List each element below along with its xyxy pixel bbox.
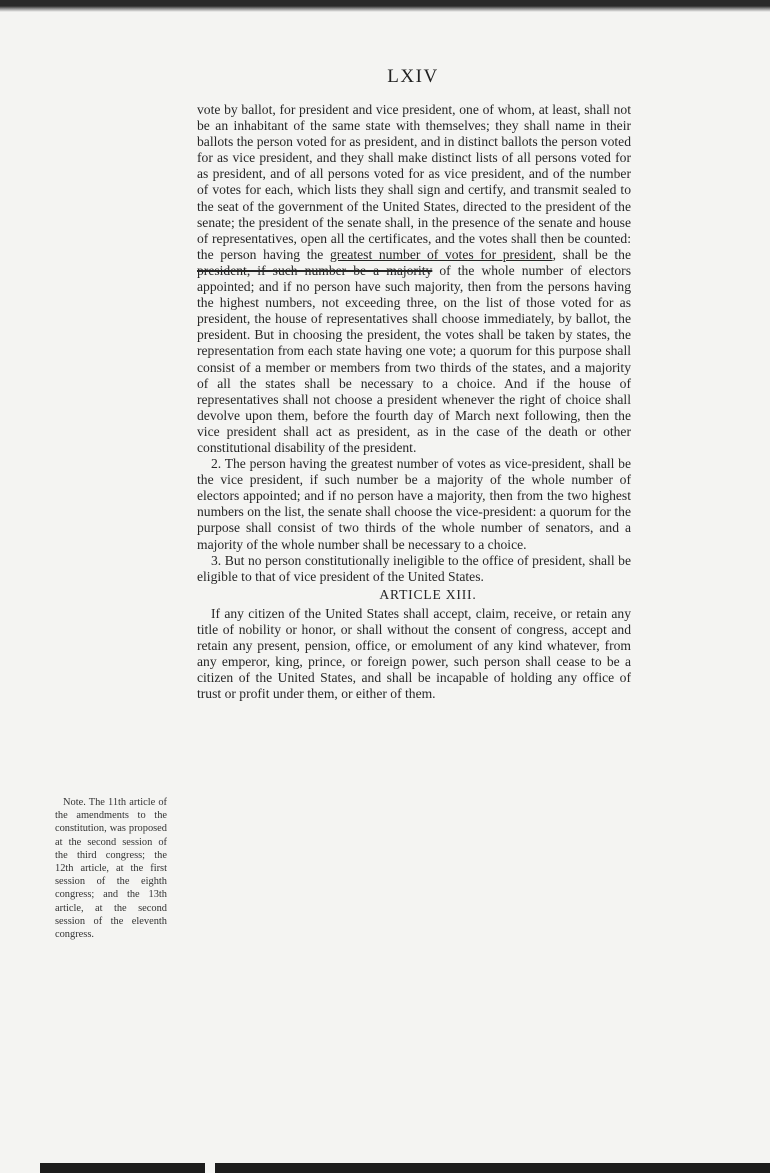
document-body (197, 102, 631, 702)
page-number: LXIV (387, 66, 439, 87)
paragraph-election-procedure (197, 102, 631, 456)
paragraph-titles-of-nobility: If any citizen of the United States shall accept, claim, receive, or retain any title of nobility or honor, or shall without the consent of congress, accept and retain any present, pension, office, or emolument of any kind whatever, from any emperor, king, prince, or foreign power, such person shall cease to be a citizen of the United States, and shall be incapable of holding any office of trust or profit under them, or either of them. (197, 605, 631, 702)
page-bottom-gap (205, 1163, 215, 1173)
underlined-text: greatest number of votes for president (329, 246, 553, 262)
article-heading: ARTICLE XIII. (379, 586, 477, 602)
page-bottom-edge (40, 1163, 770, 1173)
paragraph-vice-president: 2. The person having the greatest number of votes as vice-president, shall be the vice president, if such number be a majority of the whole number of electors appointed; and if no person have a majority, then from the two highest numbers on the list, the senate shall choose the vice-president: a quorum for the purpose shall consist of two thirds of the whole number of senators, and a majority of the whole number shall be necessary to a choice. (197, 456, 631, 552)
paragraph-text: , shall be the (552, 246, 631, 262)
paragraph-eligibility: 3. But no person constitutionally ineligible to the office of president, shall be eligible to that of vice president of the United States. (197, 552, 631, 584)
struck-through-text: president, if such number be a majority (197, 262, 433, 278)
margin-note: Note. The 11th article of the amendments to the constitution, was proposed at the second session of the third congress; the 12th article, at the first session of the eighth congress; and the 13th article, at the second session of the eleventh congress. (55, 797, 167, 941)
page-header (0, 66, 770, 88)
paragraph-text: vote by ballot, for president and vice president, one of whom, at least, shall not be an inhabitant of the same state with themselves; they shall name in their ballots the person voted for as president, and in distinct ballots the person voted for as vice president, and they shall make distinct lists of all persons voted for as president, and of all persons voted for as vice president, and of the number of votes for each, which lists they shall sign and certify, and transmit sealed to the seat of the government of the United States, directed to the president of the senate; the president of the senate shall, in the presence of the senate and house of representatives, open all the certificates, and the votes shall then be counted: the person having the (197, 102, 631, 262)
paragraph-text: of the whole number of electors appointed; and if no person have such majority, then from the persons having the highest numbers, not exceeding three, on the list of those voted for as president, the house of representatives shall choose immediately, by ballot, the president. But in choosing the president, the votes shall be taken by states, the representation from each state having one vote; a quorum for this purpose shall consist of a member or members from two thirds of the states, and a majority of all the states shall be necessary to a choice. And if the house of representatives shall not choose a president whenever the right of choice shall devolve upon them, before the fourth day of March next following, then the vice president shall act as president, as in the case of the death or other constitutional disability of the president. (197, 262, 631, 455)
page-top-edge (0, 0, 770, 12)
